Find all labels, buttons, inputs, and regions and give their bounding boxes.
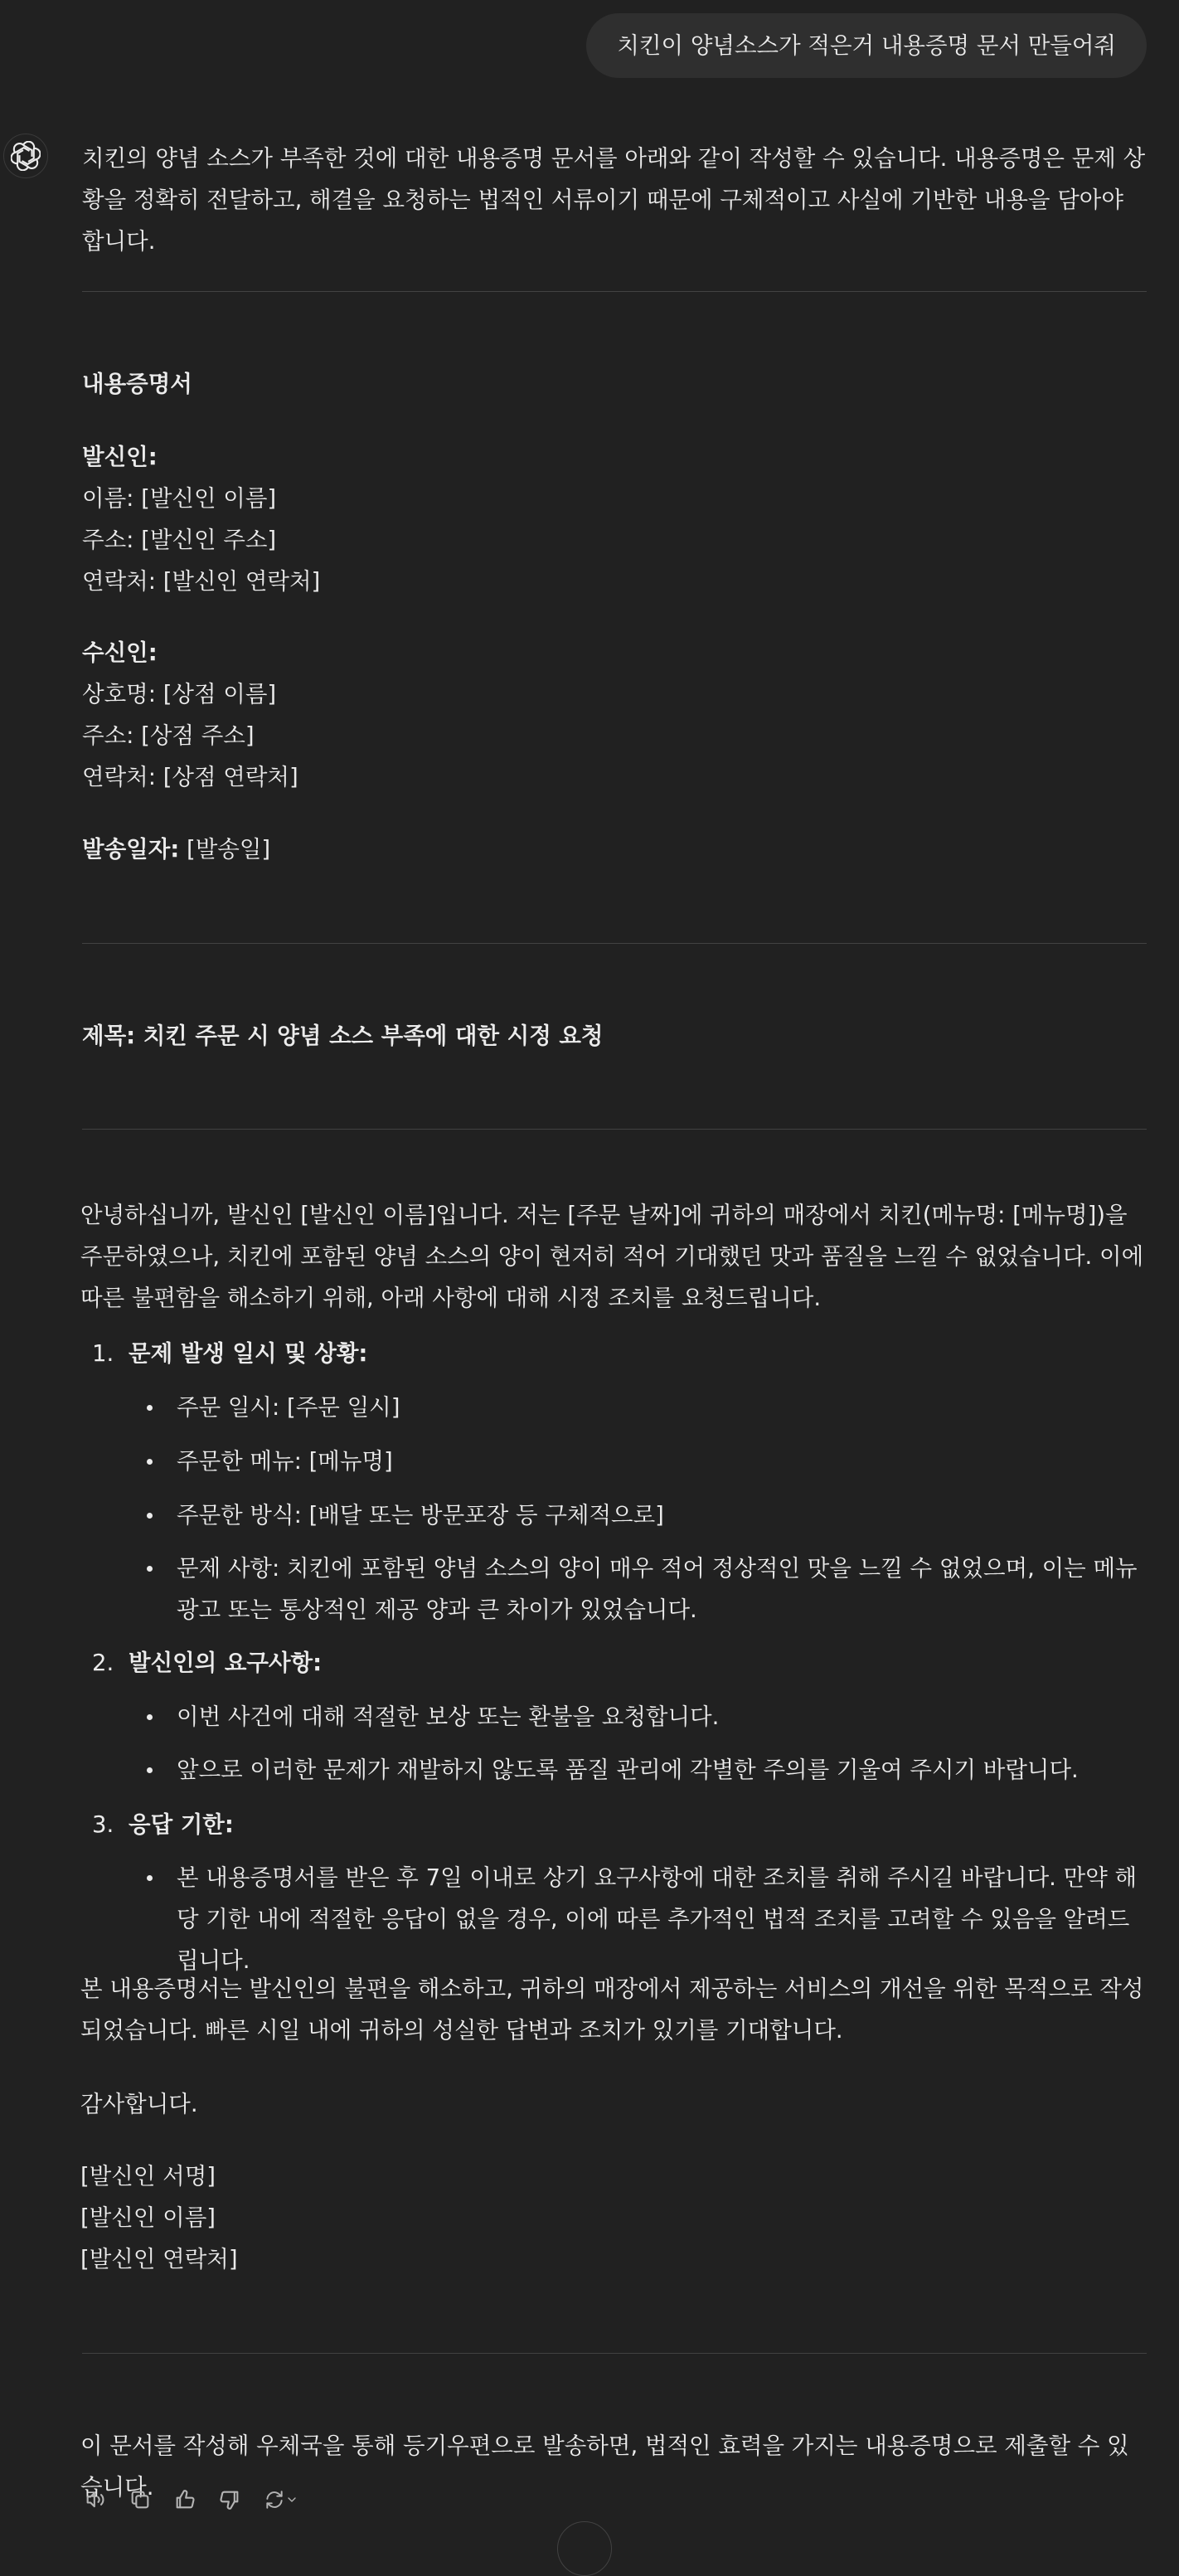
sender-heading: 발신인: bbox=[82, 444, 158, 470]
list-item: 주문한 방식: [배달 또는 방문포장 등 구체적으로] bbox=[82, 1495, 1147, 1536]
list-item: 앞으로 이러한 문제가 재발하지 않도록 품질 관리에 각별한 주의를 기울여 주시기 바랍니다. bbox=[82, 1749, 1147, 1791]
thanks-line: 감사합니다. bbox=[80, 2091, 198, 2117]
thumbs-up-icon bbox=[173, 2488, 196, 2511]
list-item: 본 내용증명서를 받은 후 7일 이내로 상기 요구사항에 대한 조치를 취해 주시길 바랍니다. 만약 해당 기한 내에 적절한 응답이 없을 경우, 이에 따른 추가적인 법적 조치를 고려할 수 있음을 알려드립니다. bbox=[82, 1857, 1147, 1981]
divider bbox=[82, 2353, 1147, 2354]
regenerate-button[interactable] bbox=[261, 2486, 301, 2513]
message-actions bbox=[82, 2486, 301, 2513]
list-item: 이번 사건에 대해 적절한 보상 또는 환불을 요청합니다. bbox=[82, 1696, 1147, 1738]
send-date-label: 발송일자: bbox=[82, 836, 180, 863]
section-deadline-list bbox=[82, 1857, 1147, 1981]
section-demands-list bbox=[82, 1749, 1147, 1791]
section-heading bbox=[82, 1804, 1147, 1845]
signature-name-line: [발신인 이름] bbox=[80, 2204, 216, 2231]
recipient-block bbox=[82, 632, 1147, 798]
document-title: 내용증명서 bbox=[82, 371, 192, 397]
recipient-name-line: 상호명: [상점 이름] bbox=[82, 681, 277, 707]
user-message-row bbox=[586, 13, 1147, 78]
thumbs-down-icon bbox=[218, 2488, 241, 2511]
regenerate-icon bbox=[264, 2489, 285, 2510]
signature-contact-line: [발신인 연락처] bbox=[80, 2246, 238, 2272]
list-item: 주문한 메뉴: [메뉴명] bbox=[82, 1441, 1147, 1482]
section-title: 문제 발생 일시 및 상황: bbox=[129, 1340, 368, 1367]
speaker-icon bbox=[84, 2488, 107, 2511]
copy-icon bbox=[129, 2488, 152, 2511]
section-number: 2. bbox=[92, 1650, 114, 1676]
good-response-button[interactable] bbox=[172, 2486, 198, 2513]
chevron-down-icon bbox=[285, 2493, 298, 2506]
recipient-heading: 수신인: bbox=[82, 639, 158, 666]
recipient-address-line: 주소: [상점 주소] bbox=[82, 722, 255, 749]
send-date-value: [발송일] bbox=[179, 836, 271, 863]
section-problem bbox=[82, 1333, 1147, 1374]
recipient-contact-line: 연락처: [상점 연락처] bbox=[82, 764, 298, 790]
send-date-line bbox=[82, 829, 1147, 870]
list-item: 문제 사항: 치킨에 포함된 양념 소스의 양이 매우 적어 정상적인 맛을 느낄 수 없었으며, 이는 메뉴 광고 또는 통상적인 제공 양과 큰 차이가 있었습니다. bbox=[82, 1548, 1147, 1631]
section-problem-list bbox=[82, 1495, 1147, 1536]
bad-response-button[interactable] bbox=[216, 2486, 243, 2513]
section-number: 3. bbox=[92, 1811, 114, 1838]
section-heading bbox=[82, 1642, 1147, 1684]
copy-button[interactable] bbox=[127, 2486, 153, 2513]
divider bbox=[82, 1129, 1147, 1130]
user-message-bubble: 치킨이 양념소스가 적은거 내용증명 문서 만들어줘 bbox=[586, 13, 1147, 78]
section-title: 응답 기한: bbox=[129, 1811, 234, 1838]
document-subject: 제목: 치킨 주문 시 양념 소스 부족에 대한 시정 요청 bbox=[82, 1023, 604, 1049]
closing-paragraph: 본 내용증명서는 발신인의 불편을 해소하고, 귀하의 매장에서 제공하는 서비스의 개선을 위한 목적으로 작성되었습니다. 빠른 시일 내에 귀하의 성실한 답변과 조치가 있기를 기대합니다. bbox=[80, 1976, 1144, 2044]
divider bbox=[82, 943, 1147, 944]
openai-logo-icon bbox=[11, 141, 41, 171]
section-number: 1. bbox=[92, 1340, 114, 1367]
assistant-avatar bbox=[3, 134, 48, 178]
sender-address-line: 주소: [발신인 주소] bbox=[82, 527, 277, 553]
intro-paragraph: 치킨의 양념 소스가 부족한 것에 대한 내용증명 문서를 아래와 같이 작성할 수 있습니다. 내용증명은 문제 상황을 정확히 전달하고, 해결을 요청하는 법적인 서류이기 때문에 구체적이고 사실에 기반한 내용을 담아야 합니다. bbox=[82, 145, 1146, 255]
scroll-to-bottom-button[interactable] bbox=[557, 2521, 612, 2576]
section-problem-list bbox=[82, 1387, 1147, 1428]
sender-name-line: 이름: [발신인 이름] bbox=[82, 485, 277, 512]
signature-block bbox=[80, 2156, 1145, 2280]
divider bbox=[82, 291, 1147, 292]
signature-line: [발신인 서명] bbox=[80, 2163, 216, 2190]
sender-block bbox=[82, 436, 1147, 602]
section-demands bbox=[82, 1642, 1147, 1684]
section-problem-list bbox=[82, 1548, 1147, 1631]
footer-note: 이 문서를 작성해 우체국을 통해 등기우편으로 발송하면, 법적인 효력을 가지는 내용증명으로 제출할 수 있습니다. bbox=[80, 2433, 1129, 2501]
body-intro-paragraph: 안녕하십니까, 발신인 [발신인 이름]입니다. 저는 [주문 날짜]에 귀하의 매장에서 치킨(메뉴명: [메뉴명])을 주문하였으나, 치킨에 포함된 양념 소스의 양이 현저히 적어 기대했던 맛과 품질을 느낄 수 없었습니다. 이에 따른 불편함을 해소하기 위해, 아래 사항에 대해 시정 조치를 요청드립니다. bbox=[80, 1202, 1144, 1311]
section-heading bbox=[82, 1333, 1147, 1374]
list-item: 주문 일시: [주문 일시] bbox=[82, 1387, 1147, 1428]
section-deadline bbox=[82, 1804, 1147, 1845]
section-title: 발신인의 요구사항: bbox=[129, 1650, 323, 1676]
sender-contact-line: 연락처: [발신인 연락처] bbox=[82, 568, 321, 595]
read-aloud-button[interactable] bbox=[82, 2486, 109, 2513]
section-problem-list bbox=[82, 1441, 1147, 1482]
section-demands-list bbox=[82, 1696, 1147, 1738]
